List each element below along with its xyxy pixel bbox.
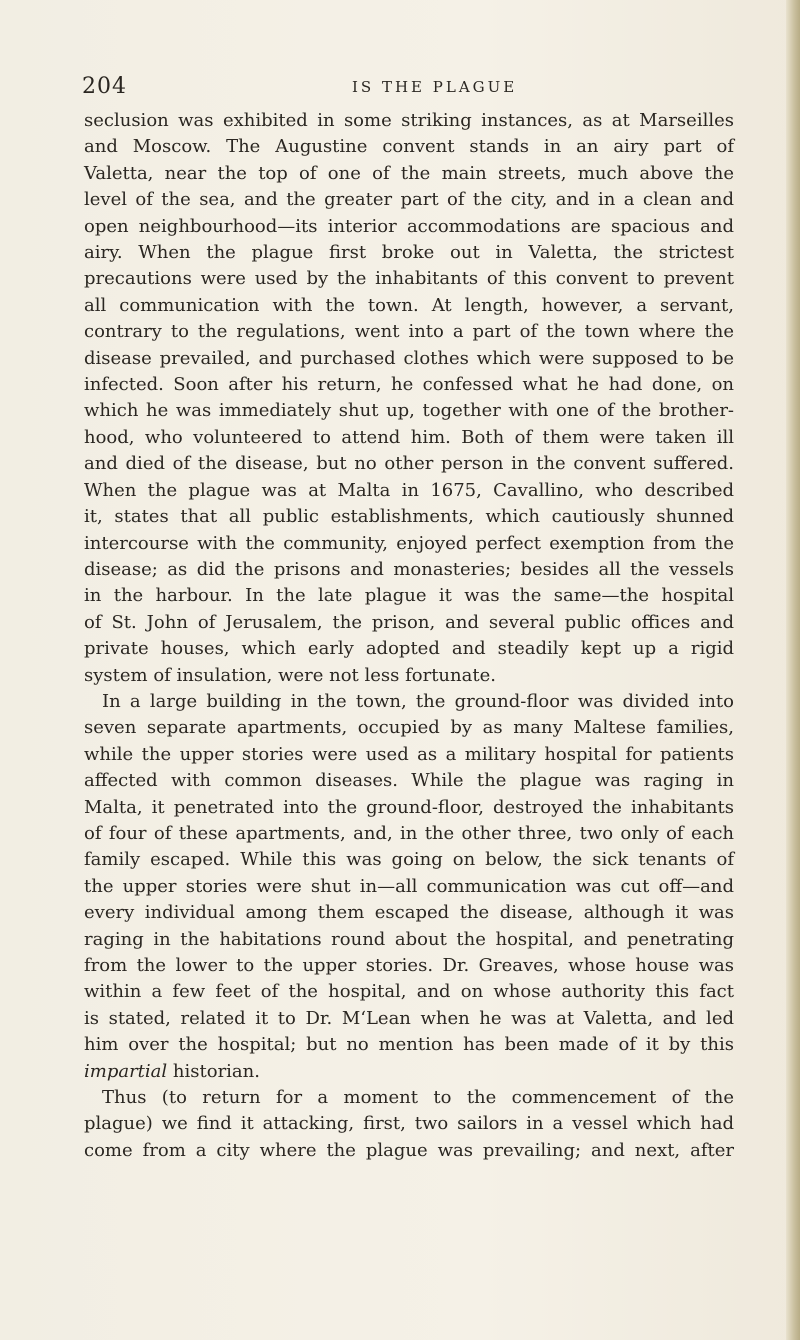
body-text xyxy=(84,108,734,1164)
text-line: open neighbourhood—its interior accommodations are spacious and xyxy=(84,215,734,237)
text-line: affected with common diseases. While the plague was raging in xyxy=(84,770,734,792)
text-line: all communication with the town. At length, however, a servant, xyxy=(84,294,734,316)
text-line: him over the hospital; but no mention has been made of it by this xyxy=(84,1034,734,1056)
text-line: airy. When the plague first broke out in Valetta, the strictest xyxy=(84,242,734,264)
text-line: in the harbour. In the late plague it was the same—the hospital xyxy=(84,585,734,607)
text-line: Thus (to return for a moment to the commencement of the xyxy=(102,1087,734,1109)
italic-word: impartial xyxy=(84,1060,168,1082)
text-line: the upper stories were shut in—all communication was cut off—and xyxy=(84,875,734,897)
text-line: family escaped. While this was going on below, the sick tenants of xyxy=(84,849,734,871)
text-line: which he was immediately shut up, together with one of the brother- xyxy=(84,400,734,422)
text-line: every individual among them escaped the disease, although it was xyxy=(84,902,734,924)
text-line: level of the sea, and the greater part of the city, and in a clean and xyxy=(84,189,734,211)
text-line: and died of the disease, but no other person in the convent suffered. xyxy=(84,453,734,475)
text-line: while the upper stories were used as a military hospital for patients xyxy=(84,743,734,765)
text-line: disease prevailed, and purchased clothes which were supposed to be xyxy=(84,347,734,369)
text-line: come from a city where the plague was prevailing; and next, after xyxy=(84,1139,734,1161)
text-line: from the lower to the upper stories. Dr. Greaves, whose house was xyxy=(84,955,734,976)
text-line: of four of these apartments, and, in the other three, two only of each xyxy=(84,822,734,844)
text-line: raging in the habitations round about the hospital, and penetrating xyxy=(84,928,734,950)
text-line: intercourse with the community, enjoyed perfect exemption from the xyxy=(84,532,734,554)
text-line: plague) we find it attacking, first, two sailors in a vessel which had xyxy=(84,1113,734,1135)
text-line: private houses, which early adopted and steadily kept up a rigid xyxy=(84,638,734,660)
text-line: hood, who volunteered to attend him. Both of them were taken ill xyxy=(84,426,734,448)
text-line: contrary to the regulations, went into a part of the town where the xyxy=(84,321,734,343)
text-line: Valetta, near the top of one of the main streets, much above the xyxy=(84,162,734,184)
text-line: is stated, related it to Dr. M‘Lean when he was at Valetta, and led xyxy=(84,1007,734,1029)
text-line: of St. John of Jerusalem, the prison, and several public offices and xyxy=(84,611,734,633)
text-line: disease; as did the prisons and monasteries; besides all the vessels xyxy=(84,558,734,580)
text-line: within a few feet of the hospital, and on whose authority this fact xyxy=(84,981,734,1003)
text-line: When the plague was at Malta in 1675, Cavallino, who described xyxy=(84,479,734,501)
text-line: and Moscow. The Augustine convent stands in an airy part of xyxy=(84,136,734,158)
text-line: seven separate apartments, occupied by as many Maltese families, xyxy=(84,717,734,739)
text-line: Malta, it penetrated into the ground-floor, destroyed the inhabitants xyxy=(84,796,734,818)
text-line xyxy=(84,1059,734,1085)
page-number: 204 xyxy=(82,74,127,99)
text-line: precautions were used by the inhabitants of this convent to prevent xyxy=(84,268,734,290)
text-line: seclusion was exhibited in some striking instances, as at Marseilles xyxy=(84,110,734,131)
page-edge xyxy=(786,0,800,1340)
text-line: it, states that all public establishments, which cautiously shunned xyxy=(84,506,734,528)
running-head: IS THE PLAGUE xyxy=(352,78,518,96)
text-line: infected. Soon after his return, he confessed what he had done, on xyxy=(84,374,734,396)
text-line: In a large building in the town, the ground-floor was divided into xyxy=(102,690,734,712)
text-line: system of insulation, were not less fortunate. xyxy=(84,664,496,686)
text-fragment: historian. xyxy=(172,1060,260,1082)
